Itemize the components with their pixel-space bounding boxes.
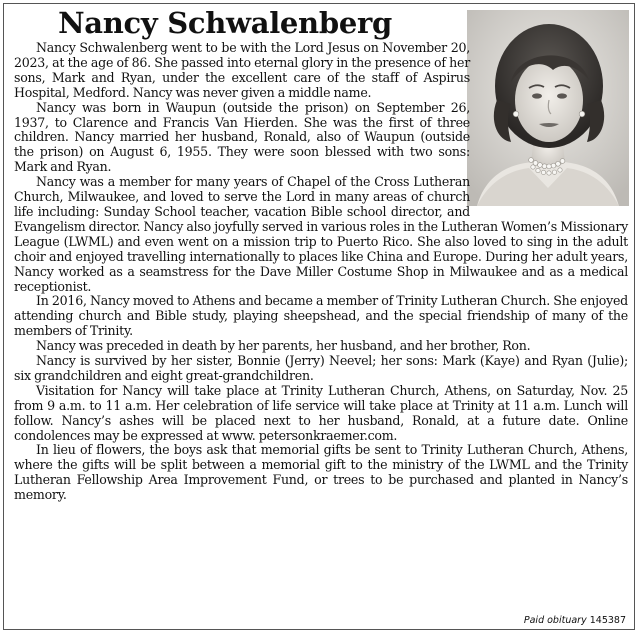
paid-obituary-label: Paid obituary bbox=[523, 615, 587, 626]
paragraph-preceded: Nancy was preceded in death by her parents, her husband, and her brother, Ron. bbox=[36, 338, 531, 354]
paragraph-passing: Nancy Schwalenberg went to be with the Lord Jesus on November 20, 2023, at the age of 86. She passed into eternal glory in the presence of her sons, Mark and Ryan, under the excellent care of the staff of Aspirus Hospital, Medford. Nancy was never given a middle name. bbox=[14, 40, 470, 100]
paragraph-visitation: Visitation for Nancy will take place at Trinity Lutheran Church, Athens, on Saturday, Nov. 25 from 9 a.m. to 11 a.m. Her celebration of life service will take place at Trinity at 11 a.m. Lunch will follow. Nancy’s ashes will be placed next to her husband, Ronald, at a future date. Online condolences may be expressed at www. petersonkraemer.com. bbox=[14, 382, 628, 443]
obituary-body bbox=[14, 41, 628, 503]
obituary-title: Nancy Schwalenberg bbox=[58, 6, 392, 40]
paid-obituary-number: 145387 bbox=[589, 615, 626, 626]
paragraph-survived: Nancy is survived by her sister, Bonnie (Jerry) Neevel; her sons: Mark (Kaye) and Ryan (Julie); six grandchildren and eight great-grandchildren. bbox=[14, 353, 628, 383]
paragraph-church-life: Nancy was a member for many years of Chapel of the Cross Lutheran Church, Milwaukee, and loved to serve the Lord in many areas of church life including: Sunday School teacher, vacation Bible school director, and Evangelism director. Nancy also joyfully served in various roles in the Lutheran Women’s Missionary League (LWML) and even went on a mission trip to Puerto Rico. She also loved to sing in the adult choir and enjoyed travelling internationally to places like China and Europe. During her adult years, Nancy worked as a seamstress for the Dave Miller Costume Shop in Milwaukee and as a medical receptionist. bbox=[14, 174, 628, 294]
photo-spacer bbox=[470, 41, 628, 213]
paid-obituary-tag bbox=[524, 615, 626, 627]
paragraph-athens: In 2016, Nancy moved to Athens and became a member of Trinity Lutheran Church. She enjoyed attending church and Bible study, playing sheepshead, and the special friendship of many of the members of Trinity. bbox=[14, 293, 628, 339]
paragraph-early-life: Nancy was born in Waupun (outside the prison) on September 26, 1937, to Clarence and Francis Van Hierden. She was the first of three children. Nancy married her husband, Ronald, also of Waupun (outside the prison) on August 6, 1955. They were soon blessed with two sons: Mark and Ryan. bbox=[14, 99, 470, 175]
paragraph-memorials: In lieu of flowers, the boys ask that memorial gifts be sent to Trinity Lutheran Church, Athens, where the gifts will be split between a memorial gift to the ministry of the LWML and the Trinity Lutheran Fellowship Area Improvement Fund, or trees to be purchased and planted in Nancy’s memory. bbox=[14, 442, 628, 503]
